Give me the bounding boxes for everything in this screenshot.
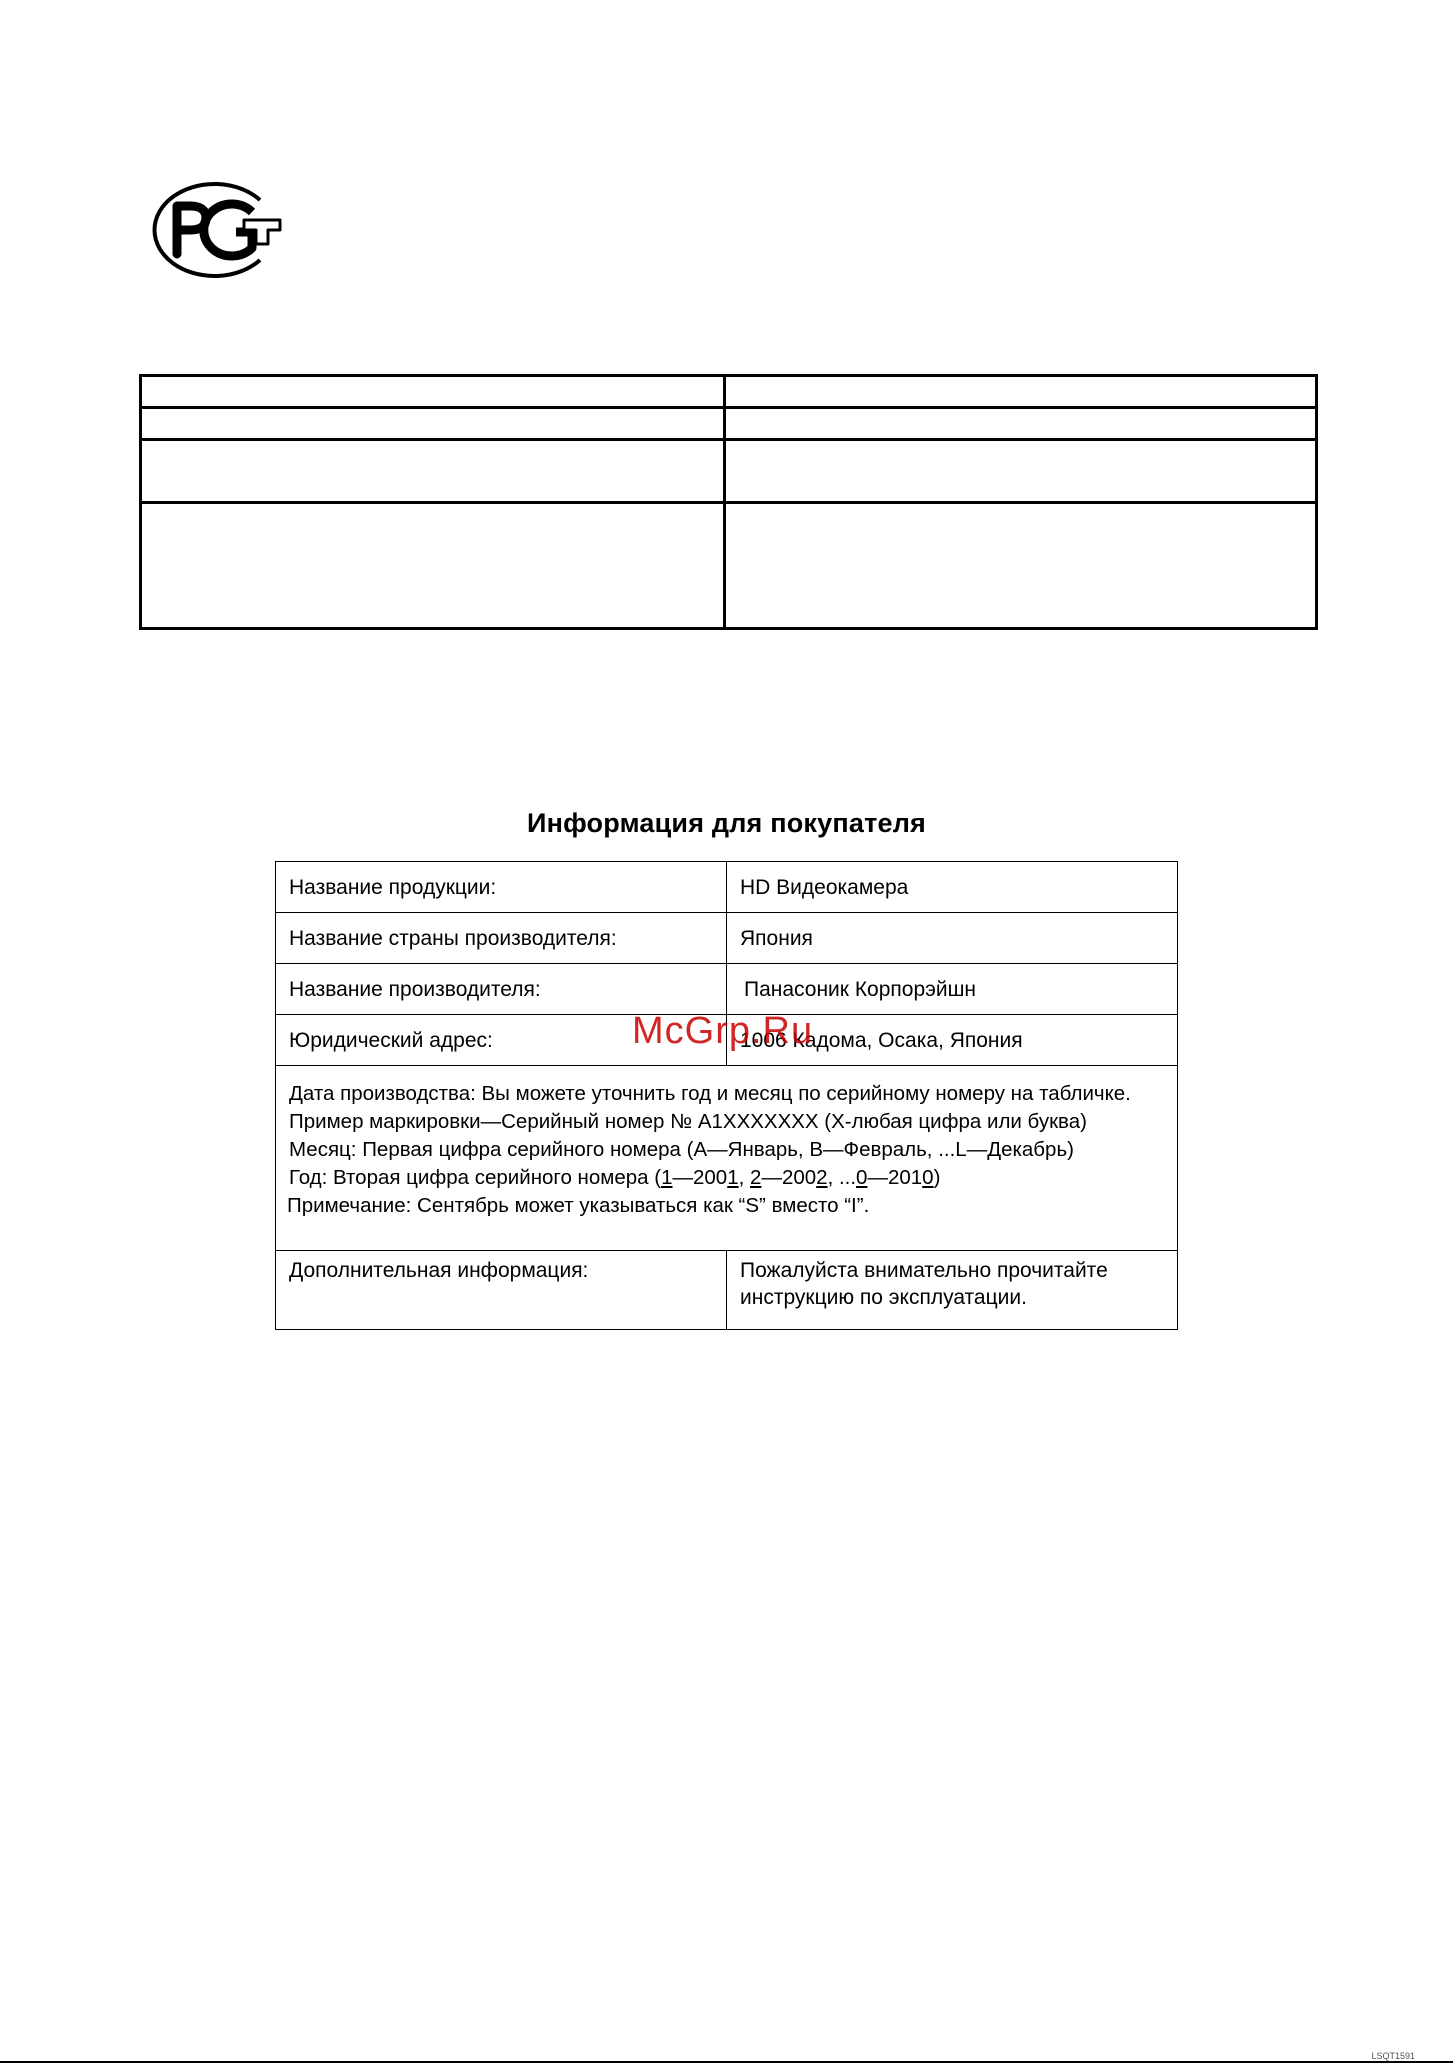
product-name-label: Название продукции: <box>276 862 727 913</box>
table-row <box>276 862 1178 913</box>
table-cell <box>141 440 725 503</box>
table-cell <box>141 503 725 629</box>
notes-line-date: Дата производства: Вы можете уточнить год и месяц по серийному номеру на табличке. <box>289 1082 1131 1105</box>
country-label: Название страны производителя: <box>276 913 727 964</box>
notes-line-remark: Примечание: Сентябрь может указываться как “S” вместо “I”. <box>287 1194 870 1217</box>
table-cell <box>725 408 1317 440</box>
blank-certificate-table <box>139 374 1318 630</box>
table-row <box>276 1251 1178 1330</box>
notes-line-month: Месяц: Первая цифра серийного номера (A—Январь, B—Февраль, ...L—Декабрь) <box>289 1138 1074 1161</box>
buyer-info-title: Информация для покупателя <box>526 808 927 838</box>
table-cell <box>141 376 725 408</box>
address-label: Юридический адрес: <box>276 1015 727 1066</box>
manufacturer-value: Панасоник Корпорэйшн <box>727 964 1178 1015</box>
pct-certification-logo <box>140 178 286 280</box>
address-value: 1006 Кадома, Осака, Япония <box>727 1015 1178 1066</box>
table-cell <box>725 376 1317 408</box>
watermark-text: McGrp.Ru <box>632 1010 814 1052</box>
buyer-info-table <box>275 861 1178 1330</box>
extra-info-value <box>727 1251 1178 1330</box>
country-value: Япония <box>727 913 1178 964</box>
table-cell <box>725 503 1317 629</box>
production-date-notes <box>276 1066 1178 1251</box>
table-row <box>141 408 1317 440</box>
extra-info-value-line: Пожалуйста внимательно прочитайте <box>740 1259 1108 1282</box>
footer-code: LSQT1591 <box>1371 2051 1415 2061</box>
footer-divider <box>0 2061 1453 2063</box>
table-row <box>276 913 1178 964</box>
notes-line-example: Пример маркировки—Серийный номер № A1XXXXXXX (X-любая цифра или буква) <box>289 1110 1087 1133</box>
table-row <box>141 440 1317 503</box>
table-cell <box>725 440 1317 503</box>
table-row <box>276 1066 1178 1251</box>
product-name-value: HD Видеокамера <box>727 862 1178 913</box>
notes-line-year: Год: Вторая цифра серийного номера (1—2001, 2—2002, ...0—2010) <box>289 1166 941 1189</box>
extra-info-label: Дополнительная информация: <box>276 1251 727 1330</box>
manufacturer-label: Название производителя: <box>276 964 727 1015</box>
extra-info-value-line: инструкцию по эксплуатации. <box>740 1286 1027 1309</box>
table-row <box>141 376 1317 408</box>
table-cell <box>141 408 725 440</box>
table-row <box>276 964 1178 1015</box>
table-row <box>141 503 1317 629</box>
